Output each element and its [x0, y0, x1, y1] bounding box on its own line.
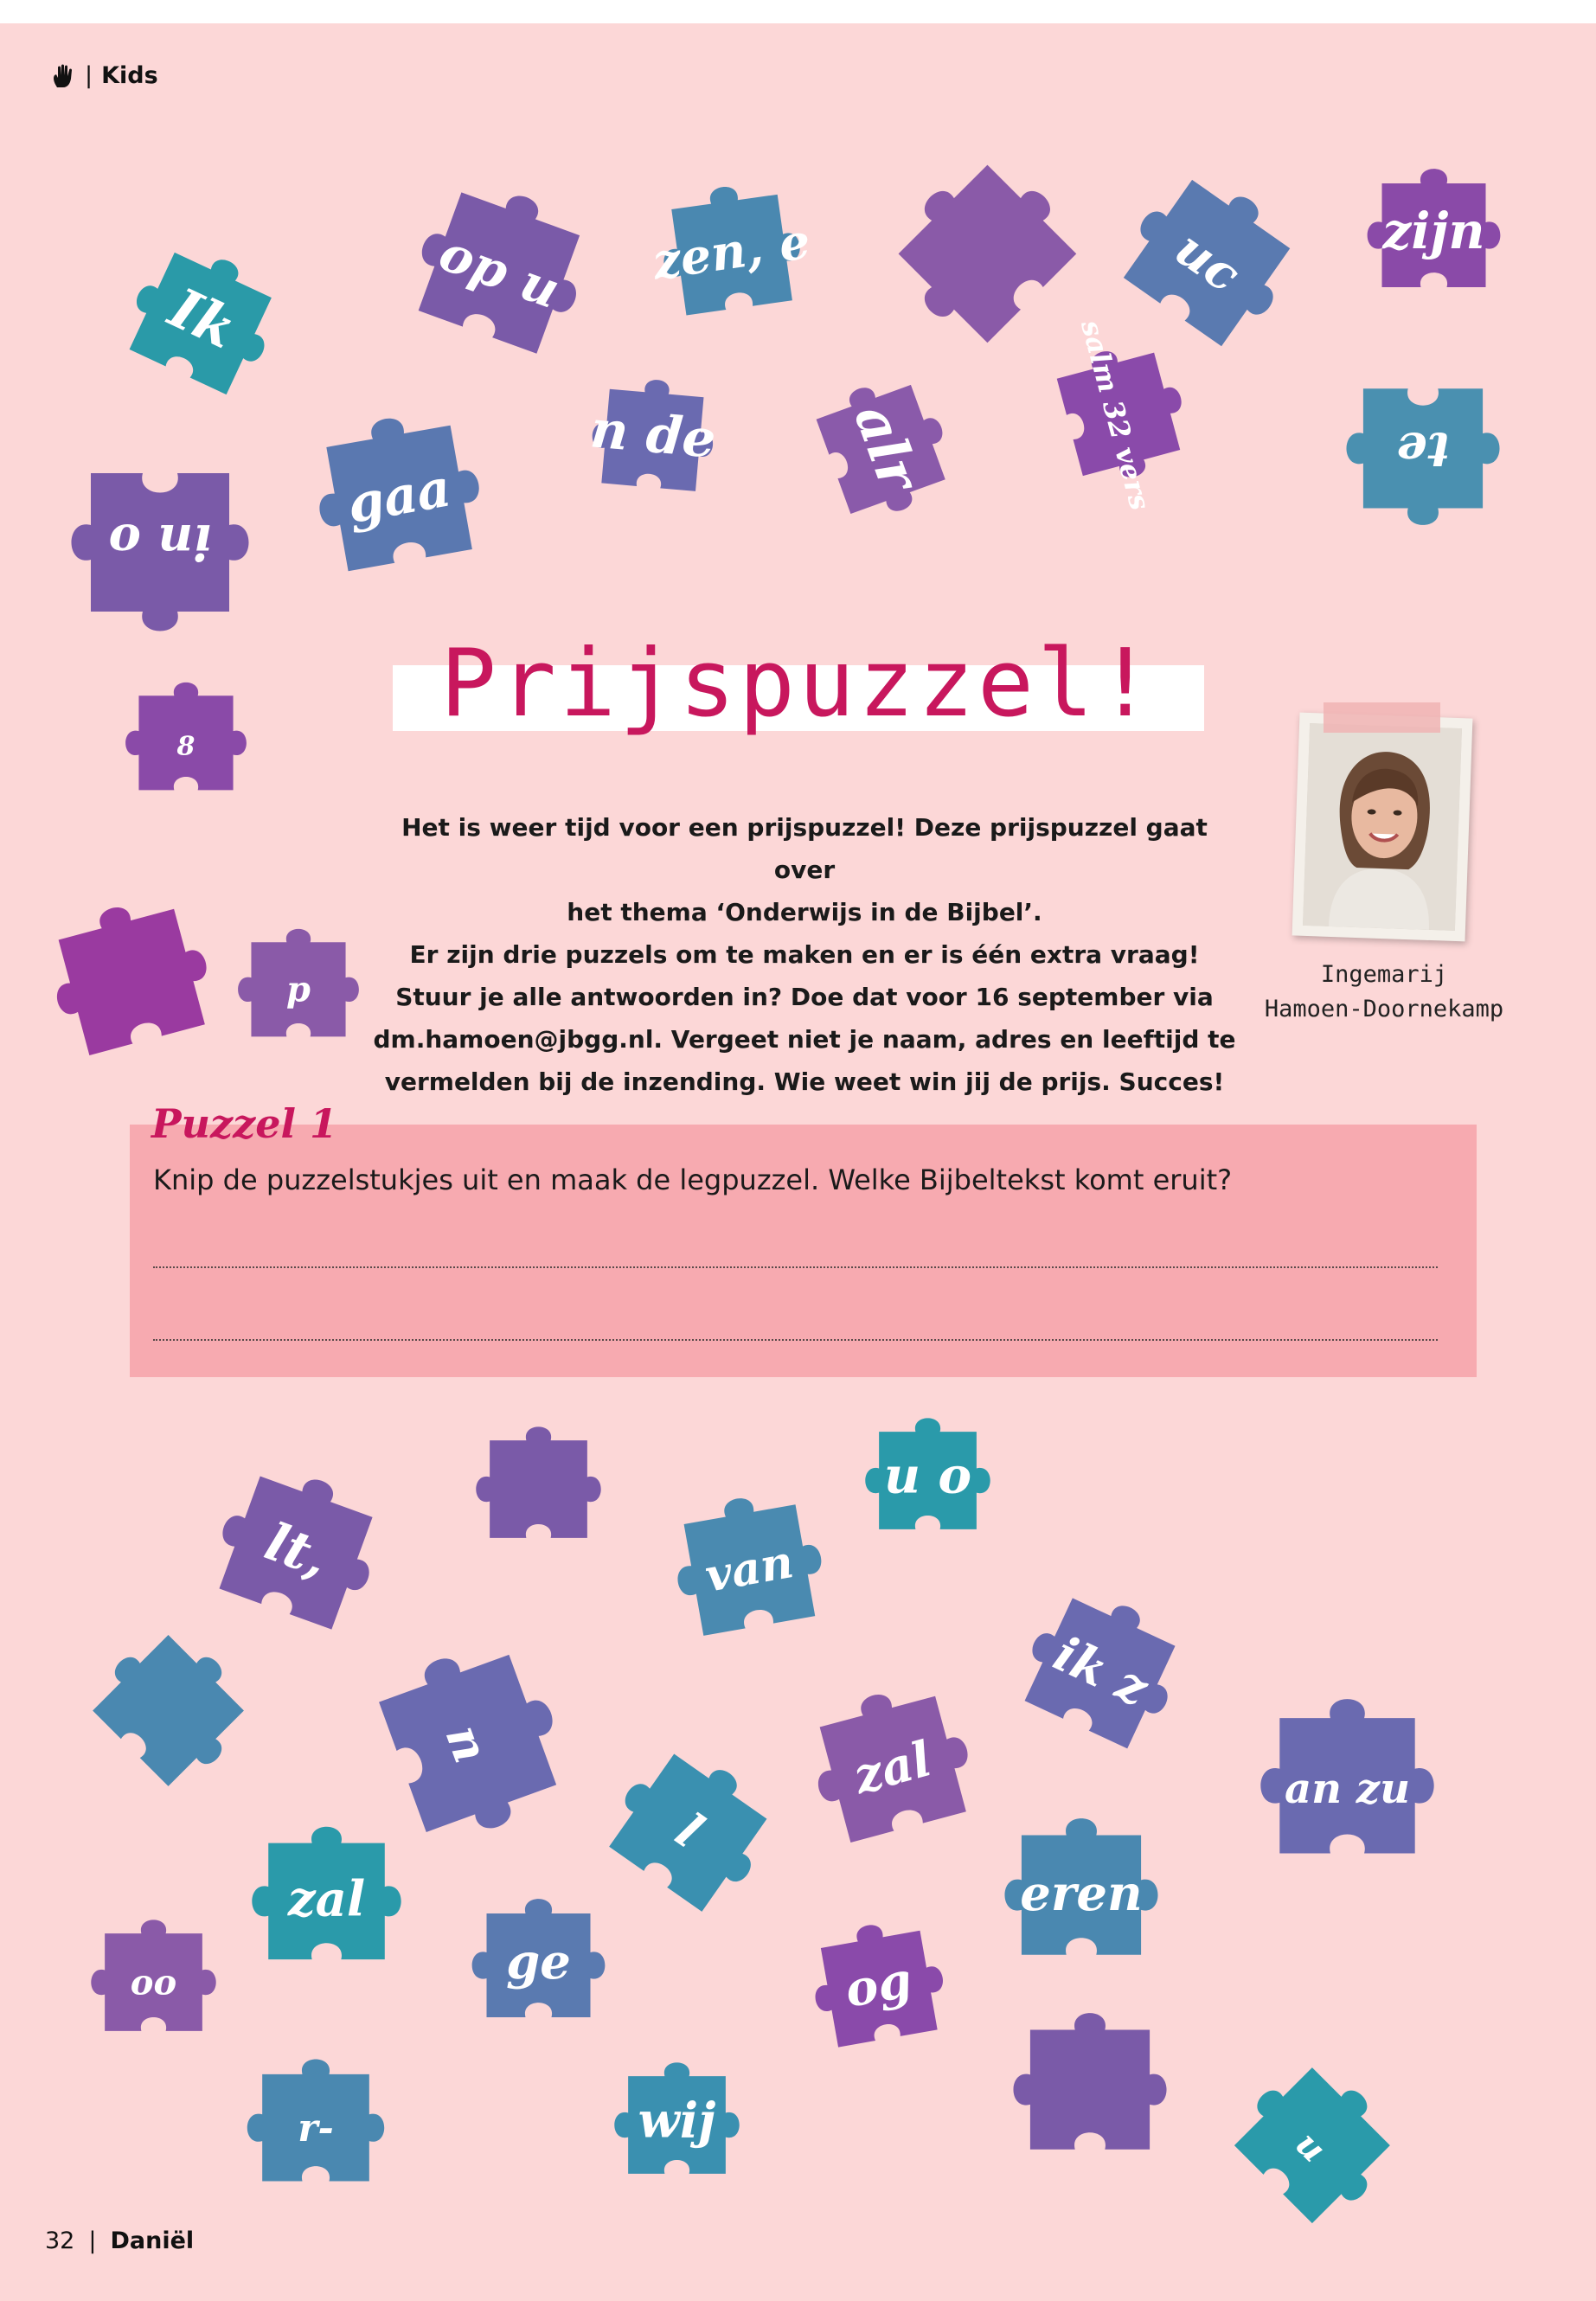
puzzle-piece	[610, 2052, 744, 2186]
puzzle-piece	[242, 2048, 389, 2195]
puzzle-piece-text: uc	[1164, 220, 1251, 304]
intro-text	[372, 806, 1237, 1103]
puzzle-piece-text: l	[665, 1802, 714, 1860]
intro-line: vermelden bij de inzending. Wie weet win jij de prijs. Succes!	[384, 1067, 1225, 1096]
section-tag: | Kids	[50, 62, 158, 89]
intro-line: Het is weer tijd voor een prijspuzzel! Deze prijspuzzel gaat over	[401, 813, 1208, 884]
puzzle-piece	[648, 165, 814, 331]
puzzle-piece-text: op u	[432, 222, 567, 321]
puzzle-piece	[234, 919, 363, 1048]
puzzle-piece	[658, 1473, 839, 1654]
puzzle-piece-text: eren	[1020, 1864, 1143, 1922]
puzzle-piece-text: u o	[883, 1445, 972, 1505]
puzzle-piece-text: u	[1287, 2124, 1334, 2170]
puzzle-piece	[1254, 1684, 1440, 1870]
puzzle-piece	[798, 358, 975, 535]
puzzle-piece	[798, 1902, 958, 2062]
puzzle-piece-text: oo	[130, 1962, 177, 2003]
puzzle-piece	[471, 1416, 606, 1550]
puzzle-piece-text: zen, e	[649, 212, 814, 292]
puzzle-piece-text: gaa	[343, 458, 456, 536]
puzzle-piece-text: te	[1396, 421, 1450, 479]
puzzle-piece	[467, 1888, 610, 2030]
puzzle-piece	[298, 390, 498, 591]
puzzle-piece	[193, 1440, 404, 1651]
puzzle-piece-text: zijn	[1382, 201, 1485, 260]
intro-line: het thema ‘Onderwijs in de Bijbel’.	[567, 898, 1042, 926]
puzzle-piece	[106, 220, 301, 415]
puzzle-piece-text: n de	[587, 399, 719, 471]
puzzle-piece-text: van	[701, 1535, 798, 1603]
puzzle-piece	[391, 155, 612, 376]
puzzle1-heading: Puzzel 1	[151, 1100, 338, 1147]
puzzle-piece	[1097, 143, 1326, 372]
puzzle-piece	[121, 672, 251, 802]
puzzle-piece	[65, 456, 255, 646]
photo-tape	[1324, 702, 1440, 733]
puzzle-piece	[860, 126, 1105, 371]
puzzle-piece	[791, 1662, 992, 1863]
answer-line[interactable]	[153, 1339, 1438, 1341]
puzzle-piece-text: salm 32 vers	[1074, 317, 1157, 514]
page-footer: 32 | Daniël	[45, 2227, 195, 2254]
puzzle-piece	[1040, 317, 1209, 514]
puzzle-piece-text: r-	[298, 2106, 334, 2151]
puzzle-piece-text: an zu	[1284, 1764, 1411, 1813]
puzzle-piece-text: 8	[176, 731, 195, 762]
puzzle-piece	[583, 364, 724, 505]
puzzle-piece	[87, 1909, 221, 2043]
puzzle1-instruction: Knip de puzzelstukjes uit en maak de legpuzzel. Welke Bijbeltekst komt eruit?	[153, 1163, 1233, 1196]
author-caption	[1211, 958, 1557, 1027]
hand-icon	[50, 63, 76, 89]
puzzle-piece	[999, 1805, 1163, 1970]
puzzle-piece-text: alr	[841, 395, 932, 499]
page-number: 32	[45, 2227, 75, 2254]
magazine-page	[0, 23, 1596, 2301]
puzzle-piece	[247, 1814, 407, 1974]
magazine-name: Daniël	[110, 2227, 195, 2254]
intro-line: dm.hamoen@jbgg.nl. Vergeet niet je naam, adres en leeftijd te	[373, 1025, 1236, 1054]
portrait-image	[1303, 723, 1462, 931]
section-label: Kids	[101, 62, 158, 89]
puzzle-piece-text: zal	[848, 1730, 938, 1806]
author-photo	[1292, 713, 1473, 942]
page-title: Prijspuzzel!	[439, 630, 1157, 738]
puzzle-piece	[1341, 374, 1505, 538]
puzzle-piece-text: og	[841, 1951, 916, 2019]
puzzle-piece-text: Ik	[159, 275, 246, 362]
author-second-line: Hamoen-Doornekamp	[1264, 996, 1504, 1022]
puzzle-piece	[1008, 2000, 1172, 2164]
puzzle-piece-text: p	[286, 969, 311, 1010]
puzzle-piece	[861, 1407, 995, 1541]
answer-line[interactable]	[153, 1266, 1438, 1268]
puzzle-piece	[584, 1719, 801, 1936]
puzzle-piece	[1362, 157, 1505, 300]
intro-line: Stuur je alle antwoorden in? Doe dat voor 16 september via	[395, 983, 1214, 1011]
puzzle-piece	[29, 875, 231, 1076]
puzzle-piece-text: ik z	[1045, 1625, 1157, 1718]
puzzle-piece	[69, 1602, 277, 1810]
puzzle-piece-text: lt,	[257, 1511, 337, 1590]
author-first-line: Ingemarij	[1320, 961, 1448, 988]
puzzle-piece-text: ge	[506, 1933, 571, 1990]
puzzle-piece	[999, 1563, 1206, 1770]
puzzle-piece-text: n	[433, 1717, 500, 1771]
puzzle-piece-text: wij	[638, 2092, 716, 2150]
puzzle-piece-text: in o	[108, 513, 212, 570]
intro-line: Er zijn drie puzzels om te maken en er is één extra vraag!	[409, 940, 1200, 969]
puzzle-piece	[1210, 2034, 1424, 2247]
puzzle-piece-text: zal	[287, 1870, 366, 1928]
